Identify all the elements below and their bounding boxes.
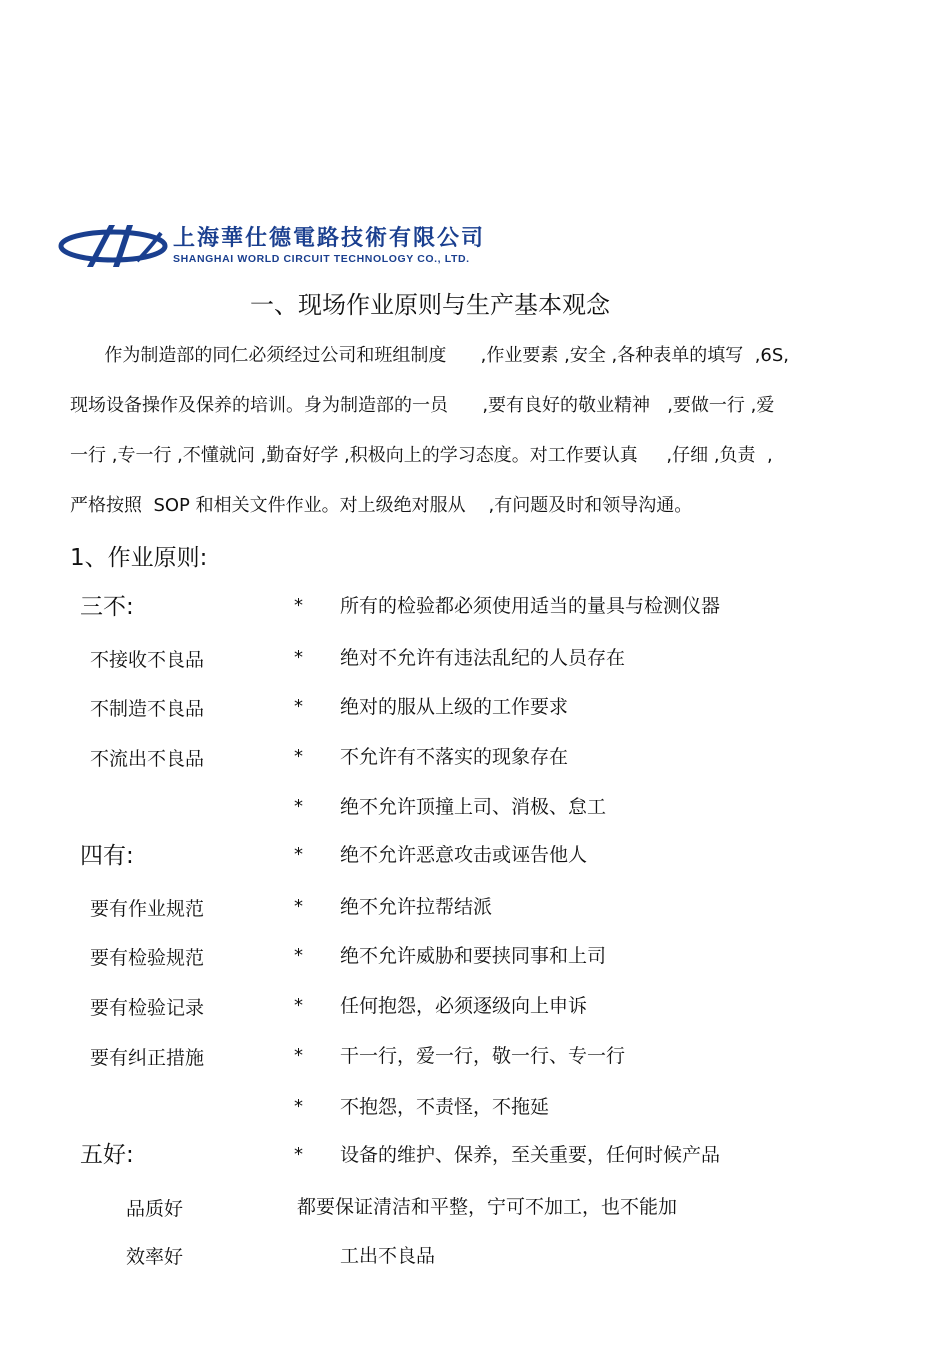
bullet-star: *: [294, 647, 303, 668]
bullet-star: *: [294, 746, 303, 767]
rule-continuation: 都要保证清洁和平整，宁可不加工，也不能加: [297, 1196, 678, 1218]
bullet-star: *: [294, 796, 303, 817]
rule-item: 干一行，爱一行，敬一行、专一行: [340, 1045, 626, 1067]
group-item: 不流出不良品: [90, 748, 205, 770]
page-title: 一、现场作业原则与生产基本观念: [250, 291, 610, 319]
group-item: 要有检验记录: [90, 997, 205, 1019]
rule-item: 绝不允许恶意攻击或诬告他人: [340, 844, 588, 866]
company-name-en: SHANGHAI WORLD CIRCUIT TECHNOLOGY CO., LTD.: [173, 253, 470, 265]
bullet-star: *: [294, 696, 303, 717]
logo-text: [173, 226, 485, 266]
bullet-star: *: [294, 595, 303, 616]
bullet-star: *: [294, 896, 303, 917]
bullet-star: *: [294, 1144, 303, 1165]
bullet-star: *: [294, 1096, 303, 1117]
group-heading-si-you: 四有:: [80, 843, 134, 869]
rule-item: 绝不允许威胁和要挟同事和上司: [340, 945, 607, 967]
rule-item: 不抱怨，不责怪，不拖延: [340, 1096, 550, 1118]
bullet-star: *: [294, 844, 303, 865]
bullet-star: *: [294, 1045, 303, 1066]
intro-line: 一行 ,专一行 ,不懂就问 ,勤奋好学 ,积极向上的学习态度。对工作要认真 ,仔细 ,负责 ,: [70, 445, 773, 466]
company-logo: [57, 221, 527, 271]
group-item: 不接收不良品: [90, 649, 205, 671]
rule-continuation: 工出不良品: [340, 1245, 436, 1267]
rule-item: 任何抱怨，必须逐级向上申诉: [340, 995, 588, 1017]
group-heading-san-bu: 三不:: [80, 594, 134, 620]
group-item: 要有作业规范: [90, 898, 205, 920]
group-item: 品质好: [126, 1198, 184, 1220]
rule-item: 设备的维护、保养，至关重要，任何时候产品: [340, 1144, 721, 1166]
rule-item: 不允许有不落实的现象存在: [340, 746, 569, 768]
bullet-star: *: [294, 995, 303, 1016]
bullet-star: *: [294, 945, 303, 966]
rule-item: 所有的检验都必须使用适当的量具与检测仪器: [340, 595, 721, 617]
rule-item: 绝不允许拉帮结派: [340, 896, 493, 918]
group-heading-wu-hao: 五好:: [80, 1142, 134, 1168]
company-emblem-icon: [57, 221, 169, 271]
rule-item: 绝对不允许有违法乱纪的人员存在: [340, 647, 626, 669]
company-name-cn: 上海華仕德電路技術有限公司: [173, 226, 486, 251]
rule-item: 绝对的服从上级的工作要求: [340, 696, 569, 718]
intro-line: 作为制造部的同仁必须经过公司和班组制度 ,作业要素 ,安全 ,各种表单的填写 ,6S,: [70, 345, 790, 366]
group-item: 要有检验规范: [90, 947, 205, 969]
section-heading: 1、作业原则:: [70, 545, 208, 571]
intro-line: 现场设备操作及保养的培训。身为制造部的一员 ,要有良好的敬业精神 ,要做一行 ,爱: [70, 395, 775, 416]
intro-line: 严格按照 SOP 和相关文件作业。对上级绝对服从 ,有问题及时和领导沟通。: [70, 495, 693, 516]
group-item: 不制造不良品: [90, 698, 205, 720]
group-item: 要有纠正措施: [90, 1047, 205, 1069]
rule-item: 绝不允许顶撞上司、消极、怠工: [340, 796, 607, 818]
intro-paragraph: [70, 338, 900, 538]
group-item: 效率好: [126, 1246, 184, 1268]
